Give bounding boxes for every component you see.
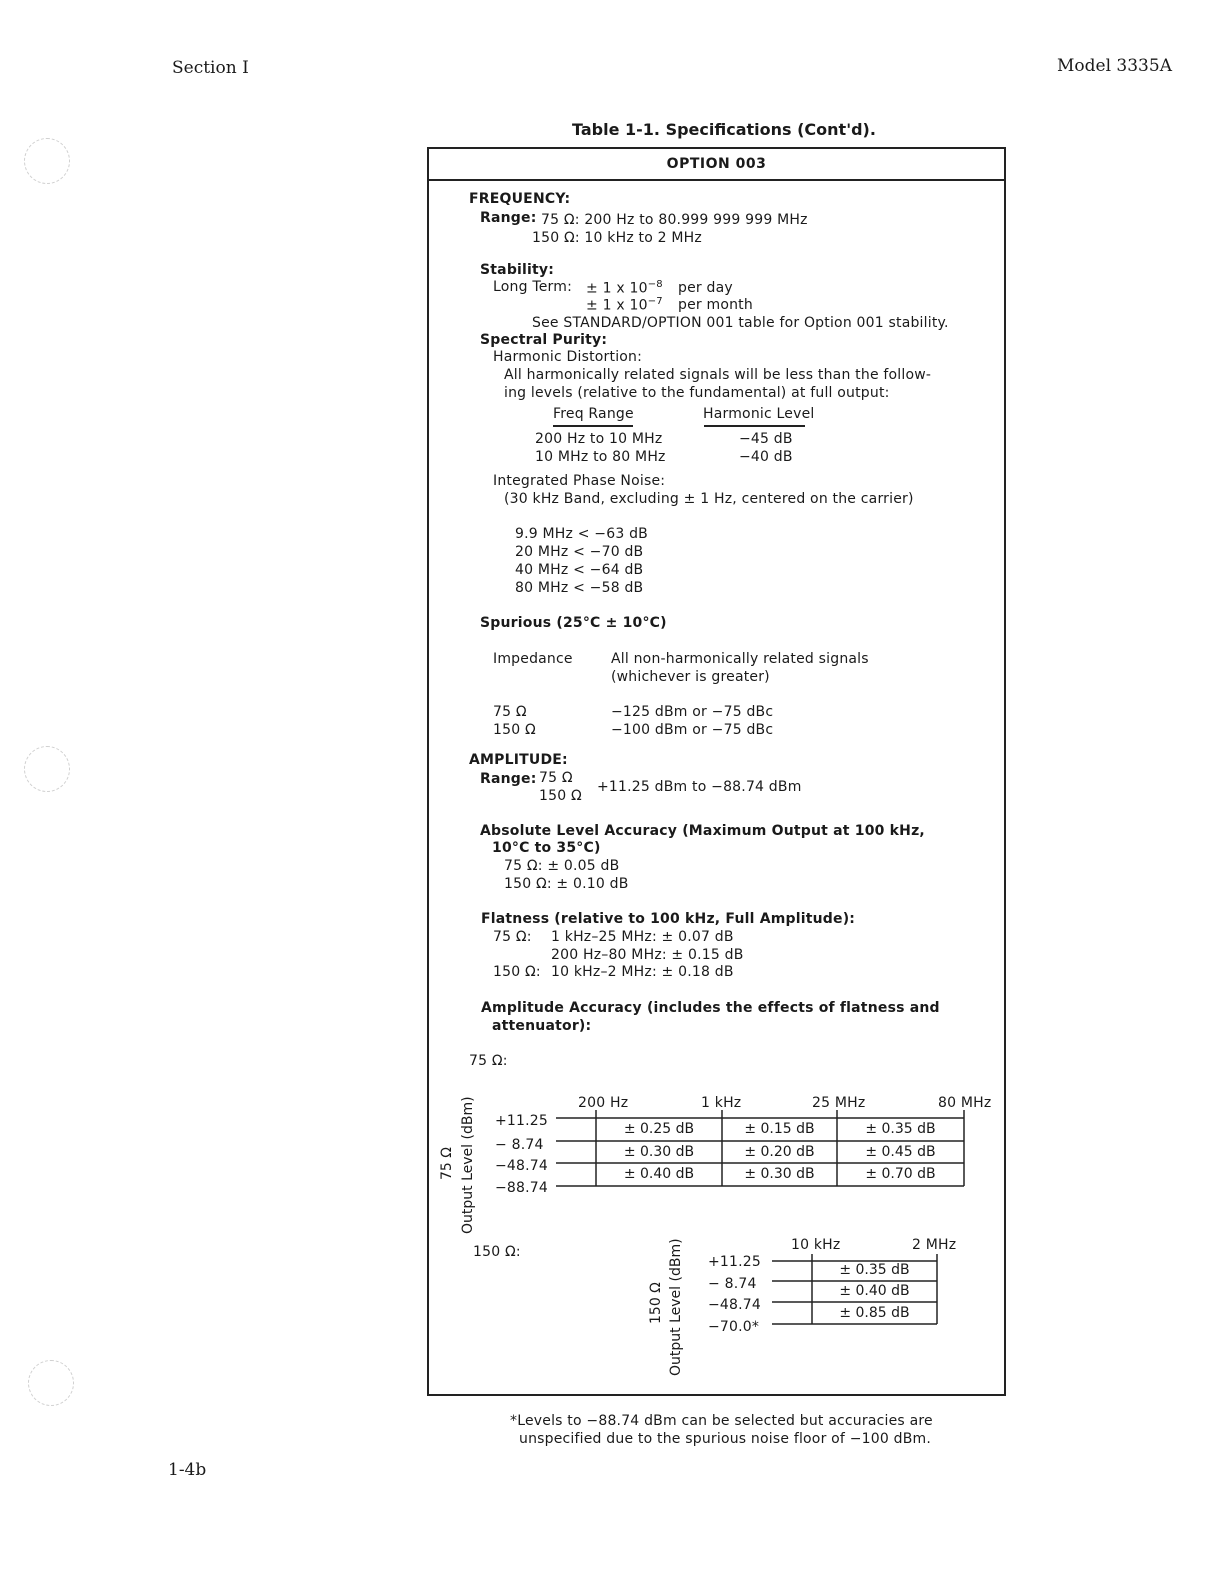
amplitude-heading: AMPLITUDE: [469,752,568,768]
flatness-150-label: 150 Ω: [493,964,541,980]
lt-month-value: ± 1 x 10 [586,297,648,314]
label-150-ohm: 150 Ω: [473,1244,521,1260]
abs-accuracy-label-1: Absolute Level Accuracy (Maximum Output at 100 kHz, [480,823,925,839]
spurious-label: Spurious (25°C ± 10°C) [480,615,667,631]
col-harmonic-level: Harmonic Level [703,406,815,422]
grid75-level-1: +11.25 [495,1113,549,1129]
grid75-cell-r3c3: ± 0.70 dB [865,1166,936,1182]
phase-row-4: 80 MHz < −58 dB [515,580,644,596]
amp-range-value: +11.25 dBm to −88.74 dBm [597,779,802,795]
grid150-level-1: +11.25 [708,1254,762,1270]
amp-accuracy-label-1: Amplitude Accuracy (includes the effects of flatness and [481,1000,940,1016]
amp-range-75: 75 Ω [539,770,573,786]
grid75-cell-r2c3: ± 0.45 dB [865,1144,936,1160]
spur-val-1: −125 dBm or −75 dBc [611,704,774,720]
harm-range-1: 200 Hz to 10 MHz [535,431,663,447]
stability-label: Stability: [480,262,555,278]
grid150-level-2: − 8.74 [708,1276,757,1292]
box-title: OPTION 003 [429,149,1004,181]
grid75-cell-r3c1: ± 0.40 dB [623,1166,695,1182]
lt-day-value: ± 1 x 10 [586,280,648,297]
grid150-axis-label: Output Level (dBm) [668,1238,684,1376]
grid150-axis-ohm: 150 Ω [648,1282,664,1324]
spur-imp-1: 75 Ω [493,704,527,720]
phase-row-3: 40 MHz < −64 dB [515,562,644,578]
impedance-label: Impedance [493,651,573,667]
grid75-cell-r2c1: ± 0.30 dB [623,1144,695,1160]
table-caption: Table 1-1. Specifications (Cont'd). [572,120,876,139]
flatness-75-b: 200 Hz–80 MHz: ± 0.15 dB [551,947,744,963]
grid75-level-2: − 8.74 [495,1137,544,1153]
page-number: 1-4b [168,1460,207,1480]
grid150-freq-10khz: 10 kHz [791,1237,841,1253]
grid75-cell-r2c2: ± 0.20 dB [744,1144,815,1160]
harmonic-label: Harmonic Distortion: [493,349,643,365]
abs-accuracy-label-2: 10°C to 35°C) [492,840,601,856]
see-standard-note: See STANDARD/OPTION 001 table for Option 001 stability. [532,315,949,331]
grid75-cell-r1c2: ± 0.15 dB [744,1121,815,1137]
impedance-desc-1: All non-harmonically related signals [611,651,869,667]
grid75-axis-label: Output Level (dBm) [460,1096,476,1234]
grid75-level-4: −88.74 [495,1180,549,1196]
freq-range-label: Range: [480,210,537,226]
phase-row-2: 20 MHz < −70 dB [515,544,644,560]
harm-range-2: 10 MHz to 80 MHz [535,449,666,465]
lt-month-exponent: −7 [647,296,663,307]
grid150-level-3: −48.74 [708,1297,762,1313]
phase-noise-note: (30 kHz Band, excluding ± 1 Hz, centered on the carrier) [504,491,914,507]
spur-val-2: −100 dBm or −75 dBc [611,722,774,738]
amp-range-150: 150 Ω [539,788,582,804]
col-freq-range: Freq Range [553,406,634,422]
grid75-cell-r3c2: ± 0.30 dB [744,1166,815,1182]
section-label: Section I [172,58,249,78]
grid75-freq-1khz: 1 kHz [701,1095,742,1111]
harm-level-1: −45 dB [739,431,793,447]
harmonic-text-1: All harmonically related signals will be less than the follow- [504,367,932,383]
grid75-freq-200hz: 200 Hz [578,1095,629,1111]
freq-range-150: 150 Ω: 10 kHz to 2 MHz [532,230,702,246]
lt-month-unit: per month [678,297,753,313]
flatness-75-label: 75 Ω: [493,929,532,945]
grid75-freq-25mhz: 25 MHz [812,1095,866,1111]
footnote-line-1: *Levels to −88.74 dBm can be selected but accuracies are [510,1413,933,1429]
frequency-heading: FREQUENCY: [469,191,571,207]
amp-range-label: Range: [480,771,537,787]
grid75-axis-ohm: 75 Ω [439,1147,455,1180]
phase-noise-label: Integrated Phase Noise: [493,473,666,489]
model-label: Model 3335A [1057,56,1172,76]
harmonic-text-2: ing levels (relative to the fundamental) at full output: [504,385,890,401]
grid150-cell-1: ± 0.35 dB [839,1262,910,1278]
flatness-75-a: 1 kHz–25 MHz: ± 0.07 dB [551,929,734,945]
footnote-line-2: unspecified due to the spurious noise floor of −100 dBm. [519,1431,931,1447]
lt-day-unit: per day [678,280,733,296]
flatness-150: 10 kHz–2 MHz: ± 0.18 dB [551,964,734,980]
grid75-cell-r1c3: ± 0.35 dB [865,1121,936,1137]
grid75-freq-80mhz: 80 MHz [938,1095,992,1111]
grid150-cell-3: ± 0.85 dB [839,1305,910,1321]
lt-day-exponent: −8 [647,279,663,290]
freq-range-75: 75 Ω: 200 Hz to 80.999 999 999 MHz [541,212,808,228]
spectral-purity-label: Spectral Purity: [480,332,608,348]
harm-level-2: −40 dB [739,449,793,465]
abs-accuracy-150: 150 Ω: ± 0.10 dB [504,876,629,892]
impedance-desc-2: (whichever is greater) [611,669,770,685]
grid75-level-3: −48.74 [495,1158,549,1174]
grid150-level-4: −70.0* [708,1319,760,1335]
amp-accuracy-label-2: attenuator): [492,1018,592,1034]
grid150-freq-2mhz: 2 MHz [912,1237,957,1253]
flatness-label: Flatness (relative to 100 kHz, Full Amplitude): [481,911,856,927]
long-term-label: Long Term: [493,279,572,295]
label-75-ohm: 75 Ω: [469,1053,508,1069]
grid150-cell-2: ± 0.40 dB [839,1283,910,1299]
spur-imp-2: 150 Ω [493,722,536,738]
grid75-cell-r1c1: ± 0.25 dB [623,1121,695,1137]
phase-row-1: 9.9 MHz < −63 dB [515,526,648,542]
abs-accuracy-75: 75 Ω: ± 0.05 dB [504,858,620,874]
